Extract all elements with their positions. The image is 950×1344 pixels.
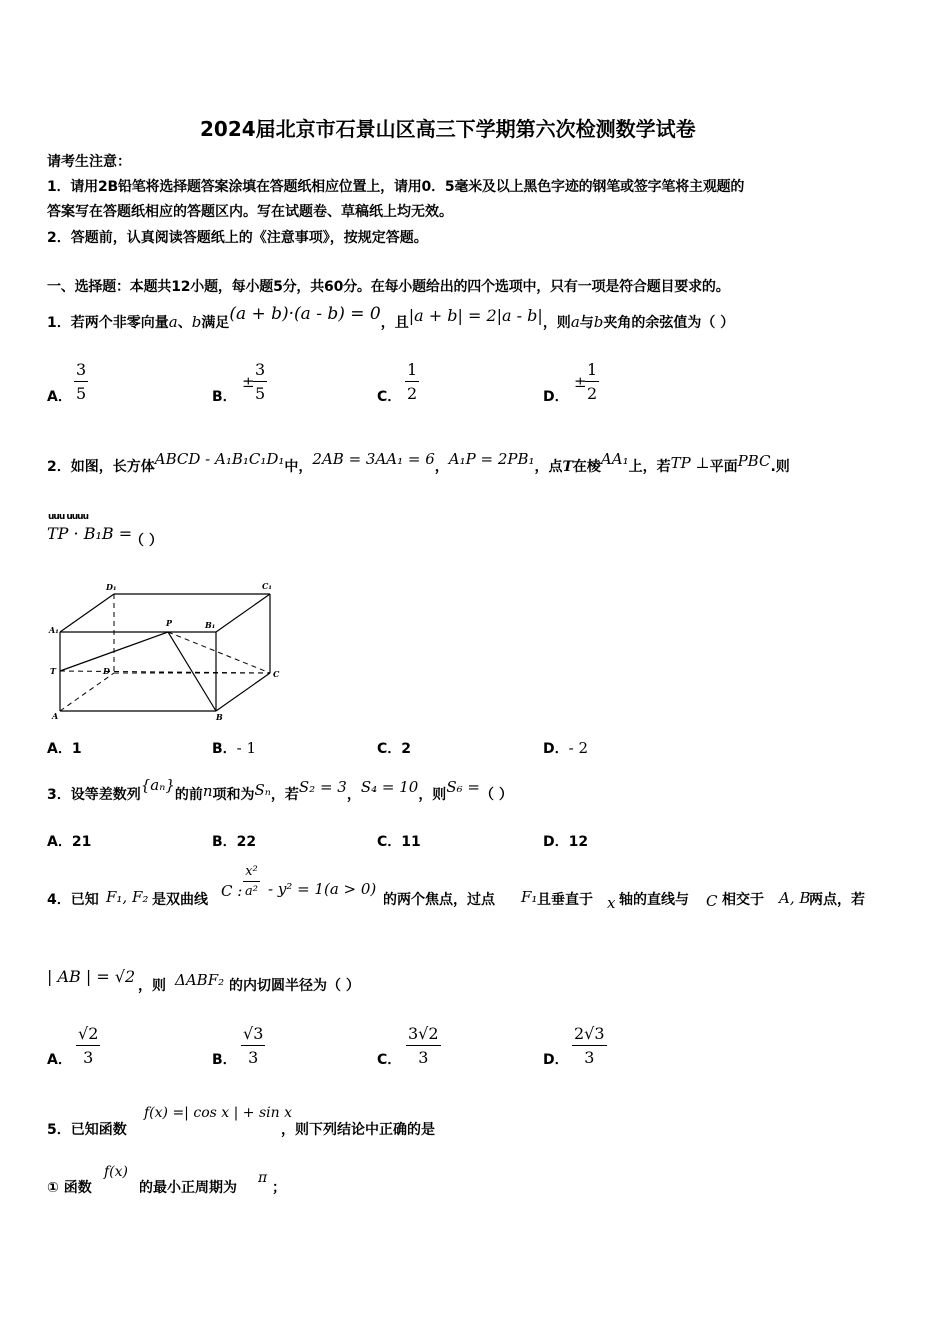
q2-dot-product: TP · B₁B = bbox=[47, 524, 133, 543]
q3-option-b: B．22 bbox=[212, 834, 257, 850]
q2-stem bbox=[47, 450, 790, 477]
q3-text-6: ，则 bbox=[418, 787, 447, 803]
q3-sequence: {aₙ} bbox=[140, 776, 175, 794]
q2-box: ABCD - A₁B₁C₁D₁ bbox=[154, 450, 285, 468]
q2-text-5: 在棱 bbox=[572, 459, 601, 475]
q2-text-1: 2．如图，长方体 bbox=[47, 459, 155, 475]
notice-line-2: 2．答题前，认真阅读答题纸上的《注意事项》，按规定答题。 bbox=[47, 230, 428, 246]
q4-option-c-fraction: 3√2 3 bbox=[408, 1024, 439, 1067]
q5-statement-1b: 的最小正周期为 bbox=[139, 1180, 237, 1196]
notice-line-1b: 答案写在答题纸相应的答题区内。写在试题卷、草稿纸上均无效。 bbox=[47, 204, 453, 220]
q3-text-5: ， bbox=[346, 787, 361, 803]
q4-option-d-fraction: 2√3 3 bbox=[574, 1024, 605, 1067]
q2-option-b: B．- 1 bbox=[212, 739, 257, 757]
q4-option-a-label: A． bbox=[47, 1052, 72, 1068]
q1-vec-a2: a bbox=[570, 313, 580, 331]
q1-text-3: ，且 bbox=[380, 315, 409, 331]
fig-label-d1: D₁ bbox=[106, 582, 117, 592]
q2-text-7: 平面 bbox=[709, 459, 738, 475]
q5-function: f(x) =| cos x | + sin x bbox=[144, 1105, 292, 1121]
q4-option-b-fraction: √3 3 bbox=[243, 1024, 264, 1067]
q4-c: C bbox=[706, 892, 718, 910]
section-header: 一、选择题：本题共12小题，每小题5分，共60分。在每小题给出的四个选项中，只有一项是符合题目要求的。 bbox=[47, 279, 730, 295]
q2-vector-arrows: uuu uuuu bbox=[48, 512, 88, 522]
q5-text-1: 5．已知函数 bbox=[47, 1122, 127, 1138]
fig-label-b: B bbox=[216, 712, 223, 722]
q2-tp: TP ⊥ bbox=[670, 454, 710, 472]
q4-equation-rest: - y² = 1(a > 0) bbox=[268, 880, 377, 898]
q5-statement-1c: ； bbox=[272, 1180, 286, 1196]
q3-option-c: C．11 bbox=[377, 834, 421, 850]
q4-curve-name: C : bbox=[221, 882, 243, 900]
q1-option-d-label: D． bbox=[543, 389, 569, 405]
q4-option-b-label: B． bbox=[212, 1052, 237, 1068]
q3-option-a: A．21 bbox=[47, 834, 92, 850]
q4-option-c-label: C． bbox=[377, 1052, 402, 1068]
q4-text-5: 轴的直线与 bbox=[619, 892, 689, 908]
q2-text-3: ， bbox=[434, 459, 449, 475]
notice-line-1a: 1．请用2B铅笔将选择题答案涂填在答题纸相应位置上，请用0．5毫米及以上黑色字迹的钢笔或签字笔将主观题的 bbox=[47, 179, 745, 195]
q2-blank: （ ） bbox=[130, 533, 163, 549]
fig-label-c1: C₁ bbox=[262, 581, 272, 591]
q1-sep: 、 bbox=[177, 315, 192, 331]
q1-option-a-label: A． bbox=[47, 389, 72, 405]
fig-label-p: P bbox=[166, 618, 173, 628]
fig-label-a1: A₁ bbox=[49, 625, 59, 635]
q3-s6: S₆ = bbox=[446, 778, 480, 796]
q2-option-c: C．2 bbox=[377, 741, 412, 757]
q3-text-1: 3．设等差数列 bbox=[47, 787, 141, 803]
q1-text-4: ，则 bbox=[542, 315, 571, 331]
q4-text-4: 且垂直于 bbox=[537, 892, 593, 908]
fig-label-a: A bbox=[52, 711, 59, 721]
q5-statement-1a: ① 函数 bbox=[47, 1180, 92, 1196]
q2-text-6: 上，若 bbox=[628, 459, 671, 475]
q4-text-6: 相交于 bbox=[722, 892, 764, 908]
q2-cuboid-figure bbox=[40, 578, 300, 726]
q5-fx: f(x) bbox=[104, 1164, 129, 1180]
q2-option-d: D．- 2 bbox=[543, 739, 589, 757]
q1-option-b-label: B． bbox=[212, 389, 237, 405]
q3-text-4: ，若 bbox=[270, 787, 299, 803]
q1-vec-b2: b bbox=[593, 313, 604, 331]
q2-point-t: T bbox=[562, 459, 573, 475]
fig-label-d: D bbox=[103, 666, 110, 676]
q1-vec-a: a bbox=[168, 313, 178, 331]
q1-stem bbox=[47, 304, 735, 333]
q3-s4: S₄ = 10 bbox=[360, 778, 419, 796]
q4-text-9: 的内切圆半径为（ ） bbox=[229, 978, 360, 994]
q1-eq-1: (a + b)·(a - b) = 0 bbox=[229, 304, 381, 324]
q4-text-2: 是双曲线 bbox=[152, 892, 208, 908]
q1-option-b-fraction: 3 5 bbox=[255, 360, 266, 403]
page-title: 2024届北京市石景山区高三下学期第六次检测数学试卷 bbox=[200, 117, 696, 141]
q4-ab: A, B bbox=[779, 889, 811, 907]
q4-f1: F₁ bbox=[521, 888, 538, 906]
q1-option-d-sign: ± bbox=[574, 373, 587, 391]
q4-x: x bbox=[607, 894, 616, 912]
q2-eq-1: 2AB = 3AA₁ = 6 bbox=[312, 450, 435, 468]
q4-text-7: 两点，若 bbox=[809, 892, 865, 908]
q1-option-a-fraction: 3 5 bbox=[76, 360, 87, 403]
q3-n: n bbox=[202, 782, 213, 800]
q2-eq-2: A₁P = 2PB₁ bbox=[448, 450, 535, 468]
q3-text-3: 项和为 bbox=[212, 787, 255, 803]
q1-option-c-fraction: 1 2 bbox=[407, 360, 418, 403]
q4-text-8: ，则 bbox=[138, 978, 166, 994]
q3-stem bbox=[47, 776, 513, 805]
q1-option-c-label: C． bbox=[377, 389, 402, 405]
q2-option-a: A．1 bbox=[47, 741, 82, 757]
q1-text-5: 与 bbox=[579, 315, 594, 331]
q1-text-1: 1．若两个非零向量 bbox=[47, 315, 169, 331]
q1-eq-2: |a + b| = 2|a - b| bbox=[408, 306, 543, 325]
q4-ab-length: | AB | = √2 bbox=[47, 967, 136, 986]
q2-edge: AA₁ bbox=[600, 450, 629, 468]
q2-text-2: 中， bbox=[284, 459, 313, 475]
q4-option-d-label: D． bbox=[543, 1052, 569, 1068]
q1-option-b-sign: ± bbox=[242, 373, 255, 391]
q4-triangle: ΔABF₂ bbox=[175, 971, 225, 989]
fig-label-b1: B₁ bbox=[205, 620, 216, 630]
fig-label-c: C bbox=[273, 669, 280, 679]
q1-option-d-fraction: 1 2 bbox=[587, 360, 598, 403]
q3-option-d: D．12 bbox=[543, 834, 589, 850]
q1-text-6: 夹角的余弦值为（ ） bbox=[603, 315, 735, 331]
q4-fraction: x² a² bbox=[245, 864, 258, 899]
q4-text-1: 4．已知 bbox=[47, 892, 99, 908]
q5-text-2: ，则下列结论中正确的是 bbox=[281, 1122, 435, 1138]
q1-vec-b: b bbox=[191, 313, 202, 331]
q4-text-3: 的两个焦点，过点 bbox=[383, 892, 495, 908]
q2-text-8: .则 bbox=[770, 459, 790, 475]
q4-foci: F₁, F₂ bbox=[106, 888, 149, 906]
q5-pi: π bbox=[258, 1170, 268, 1186]
q2-plane: PBC bbox=[737, 452, 771, 470]
notice-heading: 请考生注意： bbox=[47, 154, 131, 170]
q3-s2: S₂ = 3 bbox=[298, 778, 347, 796]
q3-text-7: （ ） bbox=[479, 787, 513, 803]
q2-text-4: ，点 bbox=[534, 459, 563, 475]
q4-option-a-fraction: √2 3 bbox=[78, 1024, 99, 1067]
q1-text-2: 满足 bbox=[201, 315, 230, 331]
fig-label-t: T bbox=[50, 666, 56, 676]
q3-sn: Sₙ bbox=[254, 781, 271, 799]
q3-text-2: 的前 bbox=[174, 787, 203, 803]
